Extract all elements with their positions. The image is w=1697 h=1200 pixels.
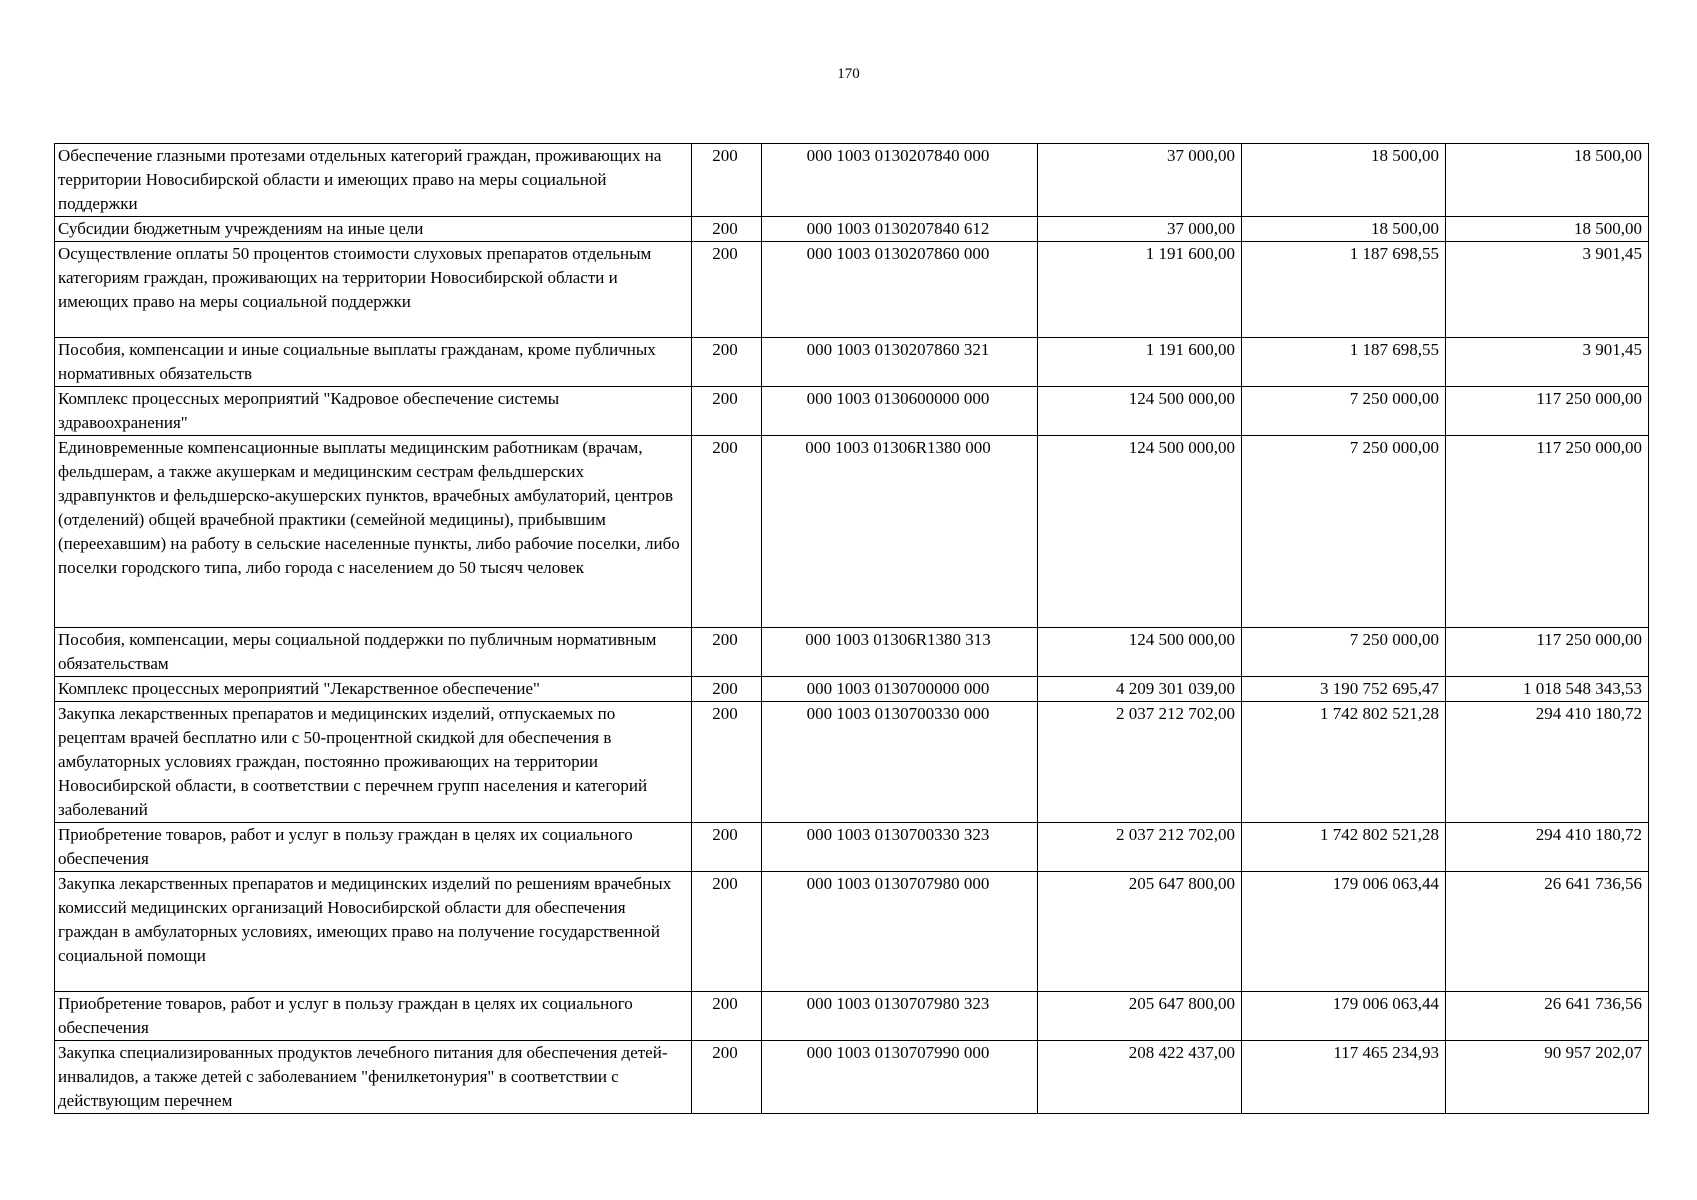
row-executed: 18 500,00 <box>1242 144 1446 217</box>
row-admin-code: 200 <box>692 992 762 1041</box>
row-admin-code: 200 <box>692 242 762 338</box>
row-name: Приобретение товаров, работ и услуг в пользу граждан в целях их социального обеспечения <box>55 992 692 1041</box>
row-budget-code: 000 1003 0130600000 000 <box>762 387 1038 436</box>
row-admin-code: 200 <box>692 702 762 823</box>
row-unexecuted: 26 641 736,56 <box>1446 992 1649 1041</box>
row-approved: 37 000,00 <box>1038 144 1242 217</box>
row-name: Пособия, компенсации и иные социальные выплаты гражданам, кроме публичных нормативных обязательств <box>55 338 692 387</box>
row-executed: 1 742 802 521,28 <box>1242 702 1446 823</box>
row-executed: 7 250 000,00 <box>1242 628 1446 677</box>
row-executed: 18 500,00 <box>1242 217 1446 242</box>
table-row <box>55 436 1649 628</box>
row-approved: 124 500 000,00 <box>1038 387 1242 436</box>
table-row <box>55 338 1649 387</box>
row-approved: 2 037 212 702,00 <box>1038 702 1242 823</box>
table-row <box>55 242 1649 338</box>
row-admin-code: 200 <box>692 436 762 628</box>
row-executed: 179 006 063,44 <box>1242 992 1446 1041</box>
budget-execution-table <box>54 143 1649 1114</box>
row-budget-code: 000 1003 0130707980 323 <box>762 992 1038 1041</box>
row-executed: 179 006 063,44 <box>1242 872 1446 992</box>
row-approved: 124 500 000,00 <box>1038 436 1242 628</box>
row-budget-code: 000 1003 0130207860 321 <box>762 338 1038 387</box>
row-unexecuted: 3 901,45 <box>1446 338 1649 387</box>
row-name: Закупка лекарственных препаратов и медицинских изделий, отпускаемых по рецептам врачей бесплатно или с 50-процентной скидкой для обеспечения в амбулаторных условиях граждан, постоянно проживающих на территории Новосибирской области, в соответствии с перечнем групп населения и категорий заболеваний <box>55 702 692 823</box>
row-approved: 37 000,00 <box>1038 217 1242 242</box>
row-admin-code: 200 <box>692 1041 762 1114</box>
row-executed: 117 465 234,93 <box>1242 1041 1446 1114</box>
row-executed: 7 250 000,00 <box>1242 436 1446 628</box>
row-admin-code: 200 <box>692 628 762 677</box>
row-budget-code: 000 1003 01306R1380 313 <box>762 628 1038 677</box>
table-row <box>55 677 1649 702</box>
row-unexecuted: 117 250 000,00 <box>1446 436 1649 628</box>
row-budget-code: 000 1003 0130207840 612 <box>762 217 1038 242</box>
table-row <box>55 823 1649 872</box>
table-row <box>55 628 1649 677</box>
row-approved: 205 647 800,00 <box>1038 992 1242 1041</box>
row-approved: 1 191 600,00 <box>1038 338 1242 387</box>
row-name: Закупка лекарственных препаратов и медицинских изделий по решениям врачебных комиссий медицинских организаций Новосибирской области для обеспечения граждан в амбулаторных условиях, имеющих право на получение государственной социальной помощи <box>55 872 692 992</box>
row-budget-code: 000 1003 01306R1380 000 <box>762 436 1038 628</box>
page-number: 170 <box>837 66 860 82</box>
row-admin-code: 200 <box>692 823 762 872</box>
row-approved: 2 037 212 702,00 <box>1038 823 1242 872</box>
row-unexecuted: 294 410 180,72 <box>1446 702 1649 823</box>
row-name: Комплекс процессных мероприятий "Кадровое обеспечение системы здравоохранения" <box>55 387 692 436</box>
row-approved: 1 191 600,00 <box>1038 242 1242 338</box>
row-admin-code: 200 <box>692 144 762 217</box>
row-budget-code: 000 1003 0130707990 000 <box>762 1041 1038 1114</box>
table-row <box>55 872 1649 992</box>
row-executed: 1 187 698,55 <box>1242 242 1446 338</box>
row-budget-code: 000 1003 0130207860 000 <box>762 242 1038 338</box>
row-unexecuted: 18 500,00 <box>1446 217 1649 242</box>
row-budget-code: 000 1003 0130707980 000 <box>762 872 1038 992</box>
row-name: Комплекс процессных мероприятий "Лекарственное обеспечение" <box>55 677 692 702</box>
row-executed: 7 250 000,00 <box>1242 387 1446 436</box>
row-unexecuted: 117 250 000,00 <box>1446 628 1649 677</box>
row-name: Закупка специализированных продуктов лечебного питания для обеспечения детей-инвалидов, а также детей с заболеванием "фенилкетонурия" в соответствии с действующим перечнем <box>55 1041 692 1114</box>
table-row <box>55 144 1649 217</box>
row-admin-code: 200 <box>692 217 762 242</box>
row-admin-code: 200 <box>692 338 762 387</box>
row-admin-code: 200 <box>692 872 762 992</box>
row-budget-code: 000 1003 0130207840 000 <box>762 144 1038 217</box>
row-name: Субсидии бюджетным учреждениям на иные цели <box>55 217 692 242</box>
row-executed: 1 187 698,55 <box>1242 338 1446 387</box>
row-name: Пособия, компенсации, меры социальной поддержки по публичным нормативным обязательствам <box>55 628 692 677</box>
row-name: Обеспечение глазными протезами отдельных категорий граждан, проживающих на территории Новосибирской области и имеющих право на меры социальной поддержки <box>55 144 692 217</box>
row-name: Единовременные компенсационные выплаты медицинским работникам (врачам, фельдшерам, а также акушеркам и медицинским сестрам фельдшерских здравпунктов и фельдшерско-акушерских пунктов, врачебных амбулаторий, центров (отделений) общей врачебной практики (семейной медицины), прибывшим (переехавшим) на работу в сельские населенные пункты, либо рабочие поселки, либо поселки городского типа, либо города с населением до 50 тысяч человек <box>55 436 692 628</box>
table-row <box>55 217 1649 242</box>
row-unexecuted: 3 901,45 <box>1446 242 1649 338</box>
table-row <box>55 992 1649 1041</box>
row-unexecuted: 117 250 000,00 <box>1446 387 1649 436</box>
table-row <box>55 702 1649 823</box>
row-unexecuted: 26 641 736,56 <box>1446 872 1649 992</box>
row-unexecuted: 294 410 180,72 <box>1446 823 1649 872</box>
table-row <box>55 387 1649 436</box>
row-name: Осуществление оплаты 50 процентов стоимости слуховых препаратов отдельным категориям граждан, проживающих на территории Новосибирской области и имеющих право на меры социальной поддержки <box>55 242 692 338</box>
row-admin-code: 200 <box>692 677 762 702</box>
row-unexecuted: 18 500,00 <box>1446 144 1649 217</box>
row-approved: 205 647 800,00 <box>1038 872 1242 992</box>
row-approved: 4 209 301 039,00 <box>1038 677 1242 702</box>
row-executed: 3 190 752 695,47 <box>1242 677 1446 702</box>
row-executed: 1 742 802 521,28 <box>1242 823 1446 872</box>
row-budget-code: 000 1003 0130700000 000 <box>762 677 1038 702</box>
row-approved: 208 422 437,00 <box>1038 1041 1242 1114</box>
row-admin-code: 200 <box>692 387 762 436</box>
row-budget-code: 000 1003 0130700330 323 <box>762 823 1038 872</box>
row-name: Приобретение товаров, работ и услуг в пользу граждан в целях их социального обеспечения <box>55 823 692 872</box>
row-approved: 124 500 000,00 <box>1038 628 1242 677</box>
row-unexecuted: 1 018 548 343,53 <box>1446 677 1649 702</box>
row-unexecuted: 90 957 202,07 <box>1446 1041 1649 1114</box>
table-row <box>55 1041 1649 1114</box>
row-budget-code: 000 1003 0130700330 000 <box>762 702 1038 823</box>
